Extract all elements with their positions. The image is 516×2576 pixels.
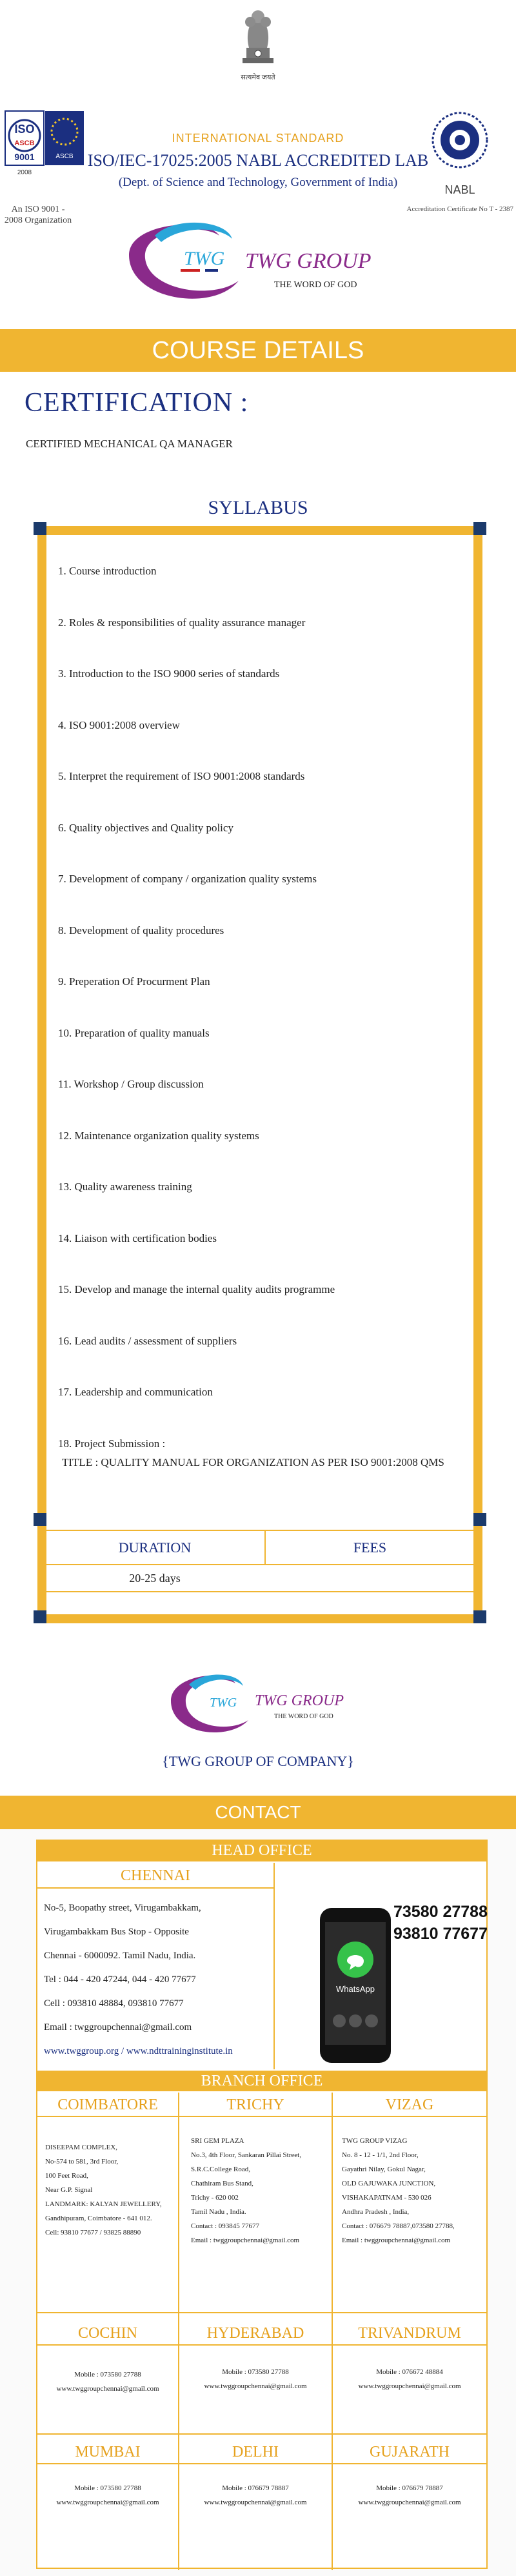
divider: [37, 2433, 486, 2435]
syllabus-item: 6. Quality objectives and Quality policy: [58, 822, 233, 834]
course-details-banner: COURSE DETAILS: [0, 329, 516, 372]
contact-line: www.twggroupchennai@gmail.com: [204, 2382, 307, 2390]
contact-line: Mobile : 076672 48884: [376, 2368, 443, 2376]
syllabus-item: 13. Quality awareness training: [58, 1181, 192, 1193]
contact-line: www.twggroupchennai@gmail.com: [204, 2499, 307, 2506]
head-office-header: HEAD OFFICE: [36, 1840, 488, 1861]
certification-name: CERTIFIED MECHANICAL QA MANAGER: [26, 438, 233, 450]
contact-banner: CONTACT: [0, 1796, 516, 1829]
branch-city-trivandrum: TRIVANDRUM: [333, 2321, 486, 2346]
address-line: Near G.P. Signal: [45, 2186, 93, 2194]
national-emblem-icon: [232, 3, 284, 74]
branch-contact: [333, 2481, 486, 2510]
contact-line: Mobile : 076679 78887: [222, 2484, 289, 2492]
brand-name: TWG GROUP: [255, 1692, 344, 1709]
address-line: OLD GAJUWAKA JUNCTION,: [342, 2180, 436, 2187]
syllabus-item: 10. Preparation of quality manuals: [58, 1027, 210, 1039]
chennai-address-line: No-5, Boopathy street, Virugambakkam,: [44, 1903, 201, 1913]
corner-decoration: [473, 1610, 486, 1623]
syllabus-item: 15. Develop and manage the internal quality audits programme: [58, 1283, 335, 1295]
international-standard-label: INTERNATIONAL STANDARD: [172, 132, 344, 145]
corner-decoration: [473, 522, 486, 535]
brand-name: TWG GROUP: [245, 249, 372, 273]
branch-city-hyderabad: HYDERABAD: [179, 2321, 332, 2346]
phone-number: 93810 77677: [393, 1925, 488, 1943]
contact-line: Mobile : 073580 27788: [74, 2484, 141, 2492]
syllabus-item: 3. Introduction to the ISO 9000 series of standards: [58, 667, 280, 680]
syllabus-item: 5. Interpret the requirement of ISO 9001:2008 standards: [58, 770, 305, 782]
iso-logo-text: 9001: [14, 152, 35, 162]
address-line: Chathiram Bus Stand,: [191, 2180, 253, 2187]
divider: [45, 1591, 474, 1592]
chennai-address-line: Chennai - 6000092. Tamil Nadu, India.: [44, 1951, 196, 1961]
branch-city-coimbatore: COIMBATORE: [37, 2093, 178, 2117]
address-line: Contact : 076679 78887,073580 27788,: [342, 2222, 455, 2230]
syllabus-item: 17. Leadership and communication: [58, 1386, 213, 1398]
brand-tagline: THE WORD OF GOD: [274, 1713, 333, 1720]
contact-line: www.twggroupchennai@gmail.com: [358, 2382, 461, 2390]
nabl-logo: [431, 111, 489, 169]
address-line: S.R.C.College Road,: [191, 2165, 250, 2173]
branch-address: [191, 2134, 329, 2247]
syllabus-item: 8. Development of quality procedures: [58, 924, 224, 937]
brand-logo-text: TWG: [184, 248, 225, 269]
syllabus-title: SYLLABUS: [208, 497, 308, 518]
syllabus-item: 18. Project Submission :: [58, 1437, 166, 1450]
address-line: SRI GEM PLAZA: [191, 2137, 244, 2145]
duration-value: 20-25 days: [129, 1572, 181, 1585]
duration-label: DURATION: [118, 1539, 192, 1556]
divider: [37, 2312, 486, 2313]
address-line: No.3, 4th Floor, Sankaran Pillai Street,: [191, 2151, 301, 2159]
contact-line: Mobile : 073580 27788: [222, 2368, 289, 2376]
contact-line: www.twggroupchennai@gmail.com: [358, 2499, 461, 2506]
address-line: VISHAKAPATNAM - 530 026: [342, 2194, 432, 2202]
address-line: Trichy - 620 002: [191, 2194, 239, 2202]
address-line: Contact : 093845 77677: [191, 2222, 260, 2230]
address-line: No. 8 - 12 - 1/1, 2nd Floor,: [342, 2151, 419, 2159]
syllabus-item: 2. Roles & responsibilities of quality assurance manager: [58, 616, 306, 629]
department-subtitle: (Dept. of Science and Technology, Government of India): [118, 176, 398, 189]
duration-fees-header: [45, 1530, 474, 1565]
address-line: No-574 to 581, 3rd Floor,: [45, 2158, 119, 2165]
branch-city-delhi: DELHI: [179, 2440, 332, 2464]
nabl-certificate-number: Accreditation Certificate No T - 2387: [406, 205, 513, 213]
contact-line: www.twggroupchennai@gmail.com: [56, 2499, 159, 2506]
branch-contact: [333, 2365, 486, 2393]
chennai-phone: Tel : 044 - 420 47244, 044 - 420 77677: [44, 1974, 196, 1985]
contact-line: Mobile : 073580 27788: [74, 2371, 141, 2378]
certification-heading: CERTIFICATION :: [25, 388, 249, 418]
whatsapp-phone-icon: [275, 1863, 486, 2069]
phone-numbers: [393, 1901, 488, 1945]
accreditation-title: ISO/IEC-17025:2005 NABL ACCREDITED LAB: [87, 151, 429, 170]
nabl-label: NABL: [444, 183, 475, 196]
branch-city-gujarath: GUJARATH: [333, 2440, 486, 2464]
branch-address: [45, 2140, 174, 2240]
syllabus-item: 7. Development of company / organization quality systems: [58, 873, 317, 885]
syllabus-item: 9. Preperation Of Procurment Plan: [58, 975, 210, 988]
address-line: Email : twggroupchennai@gmail.com: [342, 2236, 451, 2244]
address-line: LANDMARK: KALYAN JEWELLERY,: [45, 2200, 162, 2208]
contact-line: www.twggroupchennai@gmail.com: [56, 2385, 159, 2393]
iso-logo-text: ISO: [14, 123, 35, 136]
syllabus-item: 1. Course introduction: [58, 565, 157, 577]
chennai-title: CHENNAI: [37, 1863, 273, 1889]
twg-group-logo: [116, 210, 400, 313]
corner-decoration: [34, 522, 46, 535]
iso-logo-text: ASCB: [14, 139, 35, 147]
iso-caption: An ISO 9001 - 2008 Organization: [4, 205, 72, 225]
phone-number: 73580 27788: [393, 1903, 488, 1921]
fees-label: FEES: [353, 1539, 387, 1556]
iso-logo-text: ASCB: [55, 153, 74, 160]
group-caption: {TWG GROUP OF COMPANY}: [162, 1753, 354, 1769]
twg-group-logo-small: [164, 1665, 358, 1736]
address-line: Andhra Pradesh , India,: [342, 2208, 410, 2216]
iso-logo-text: 2008: [17, 169, 32, 176]
emblem-caption: सत्यमेव जयते: [241, 74, 275, 81]
brand-tagline: THE WORD OF GOD: [274, 280, 357, 290]
branch-contact: [179, 2481, 332, 2510]
whatsapp-label: WhatsApp: [336, 1984, 375, 1994]
corner-decoration: [34, 1513, 46, 1526]
address-line: Gandhipuram, Coimbatore - 641 012.: [45, 2215, 152, 2222]
address-line: Tamil Nadu , India.: [191, 2208, 246, 2216]
chennai-address-line: Virugambakkam Bus Stop - Opposite: [44, 1927, 189, 1937]
branch-contact: [179, 2365, 332, 2393]
branch-contact: [37, 2481, 178, 2510]
corner-decoration: [473, 1513, 486, 1526]
address-line: TWG GROUP VIZAG: [342, 2137, 408, 2145]
chennai-email: Email : twggroupchennai@gmail.com: [44, 2022, 192, 2033]
address-line: Cell: 93810 77677 / 93825 88890: [45, 2229, 141, 2236]
contact-line: Mobile : 076679 78887: [376, 2484, 443, 2492]
corner-decoration: [34, 1610, 46, 1623]
branch-office-header: BRANCH OFFICE: [36, 2071, 488, 2091]
syllabus-item: 12. Maintenance organization quality systems: [58, 1130, 259, 1142]
branch-contact: [37, 2368, 178, 2396]
website-links[interactable]: www.twggroup.org / www.ndttraininginstitute.in: [44, 2046, 233, 2056]
project-title: TITLE : QUALITY MANUAL FOR ORGANIZATION AS PER ISO 9001:2008 QMS: [62, 1456, 444, 1468]
syllabus-item: 16. Lead audits / assessment of suppliers: [58, 1335, 237, 1347]
syllabus-item: 11. Workshop / Group discussion: [58, 1078, 204, 1090]
address-line: Email : twggroupchennai@gmail.com: [191, 2236, 300, 2244]
address-line: 100 Feet Road,: [45, 2172, 88, 2180]
branch-city-cochin: COCHIN: [37, 2321, 178, 2346]
address-line: DISEEPAM COMPLEX,: [45, 2144, 118, 2151]
fees-value: [266, 1567, 474, 1589]
syllabus-item: 14. Liaison with certification bodies: [58, 1232, 217, 1244]
branch-address: [342, 2134, 485, 2247]
branch-city-mumbai: MUMBAI: [37, 2440, 178, 2464]
branch-city-vizag: VIZAG: [333, 2093, 486, 2117]
chennai-cell: Cell : 093810 48884, 093810 77677: [44, 1998, 184, 2009]
address-line: Gayathri Nilay, Gokul Nagar,: [342, 2165, 426, 2173]
syllabus-item: 4. ISO 9001:2008 overview: [58, 719, 180, 731]
brand-logo-text: TWG: [210, 1696, 237, 1710]
branch-city-trichy: TRICHY: [179, 2093, 332, 2117]
